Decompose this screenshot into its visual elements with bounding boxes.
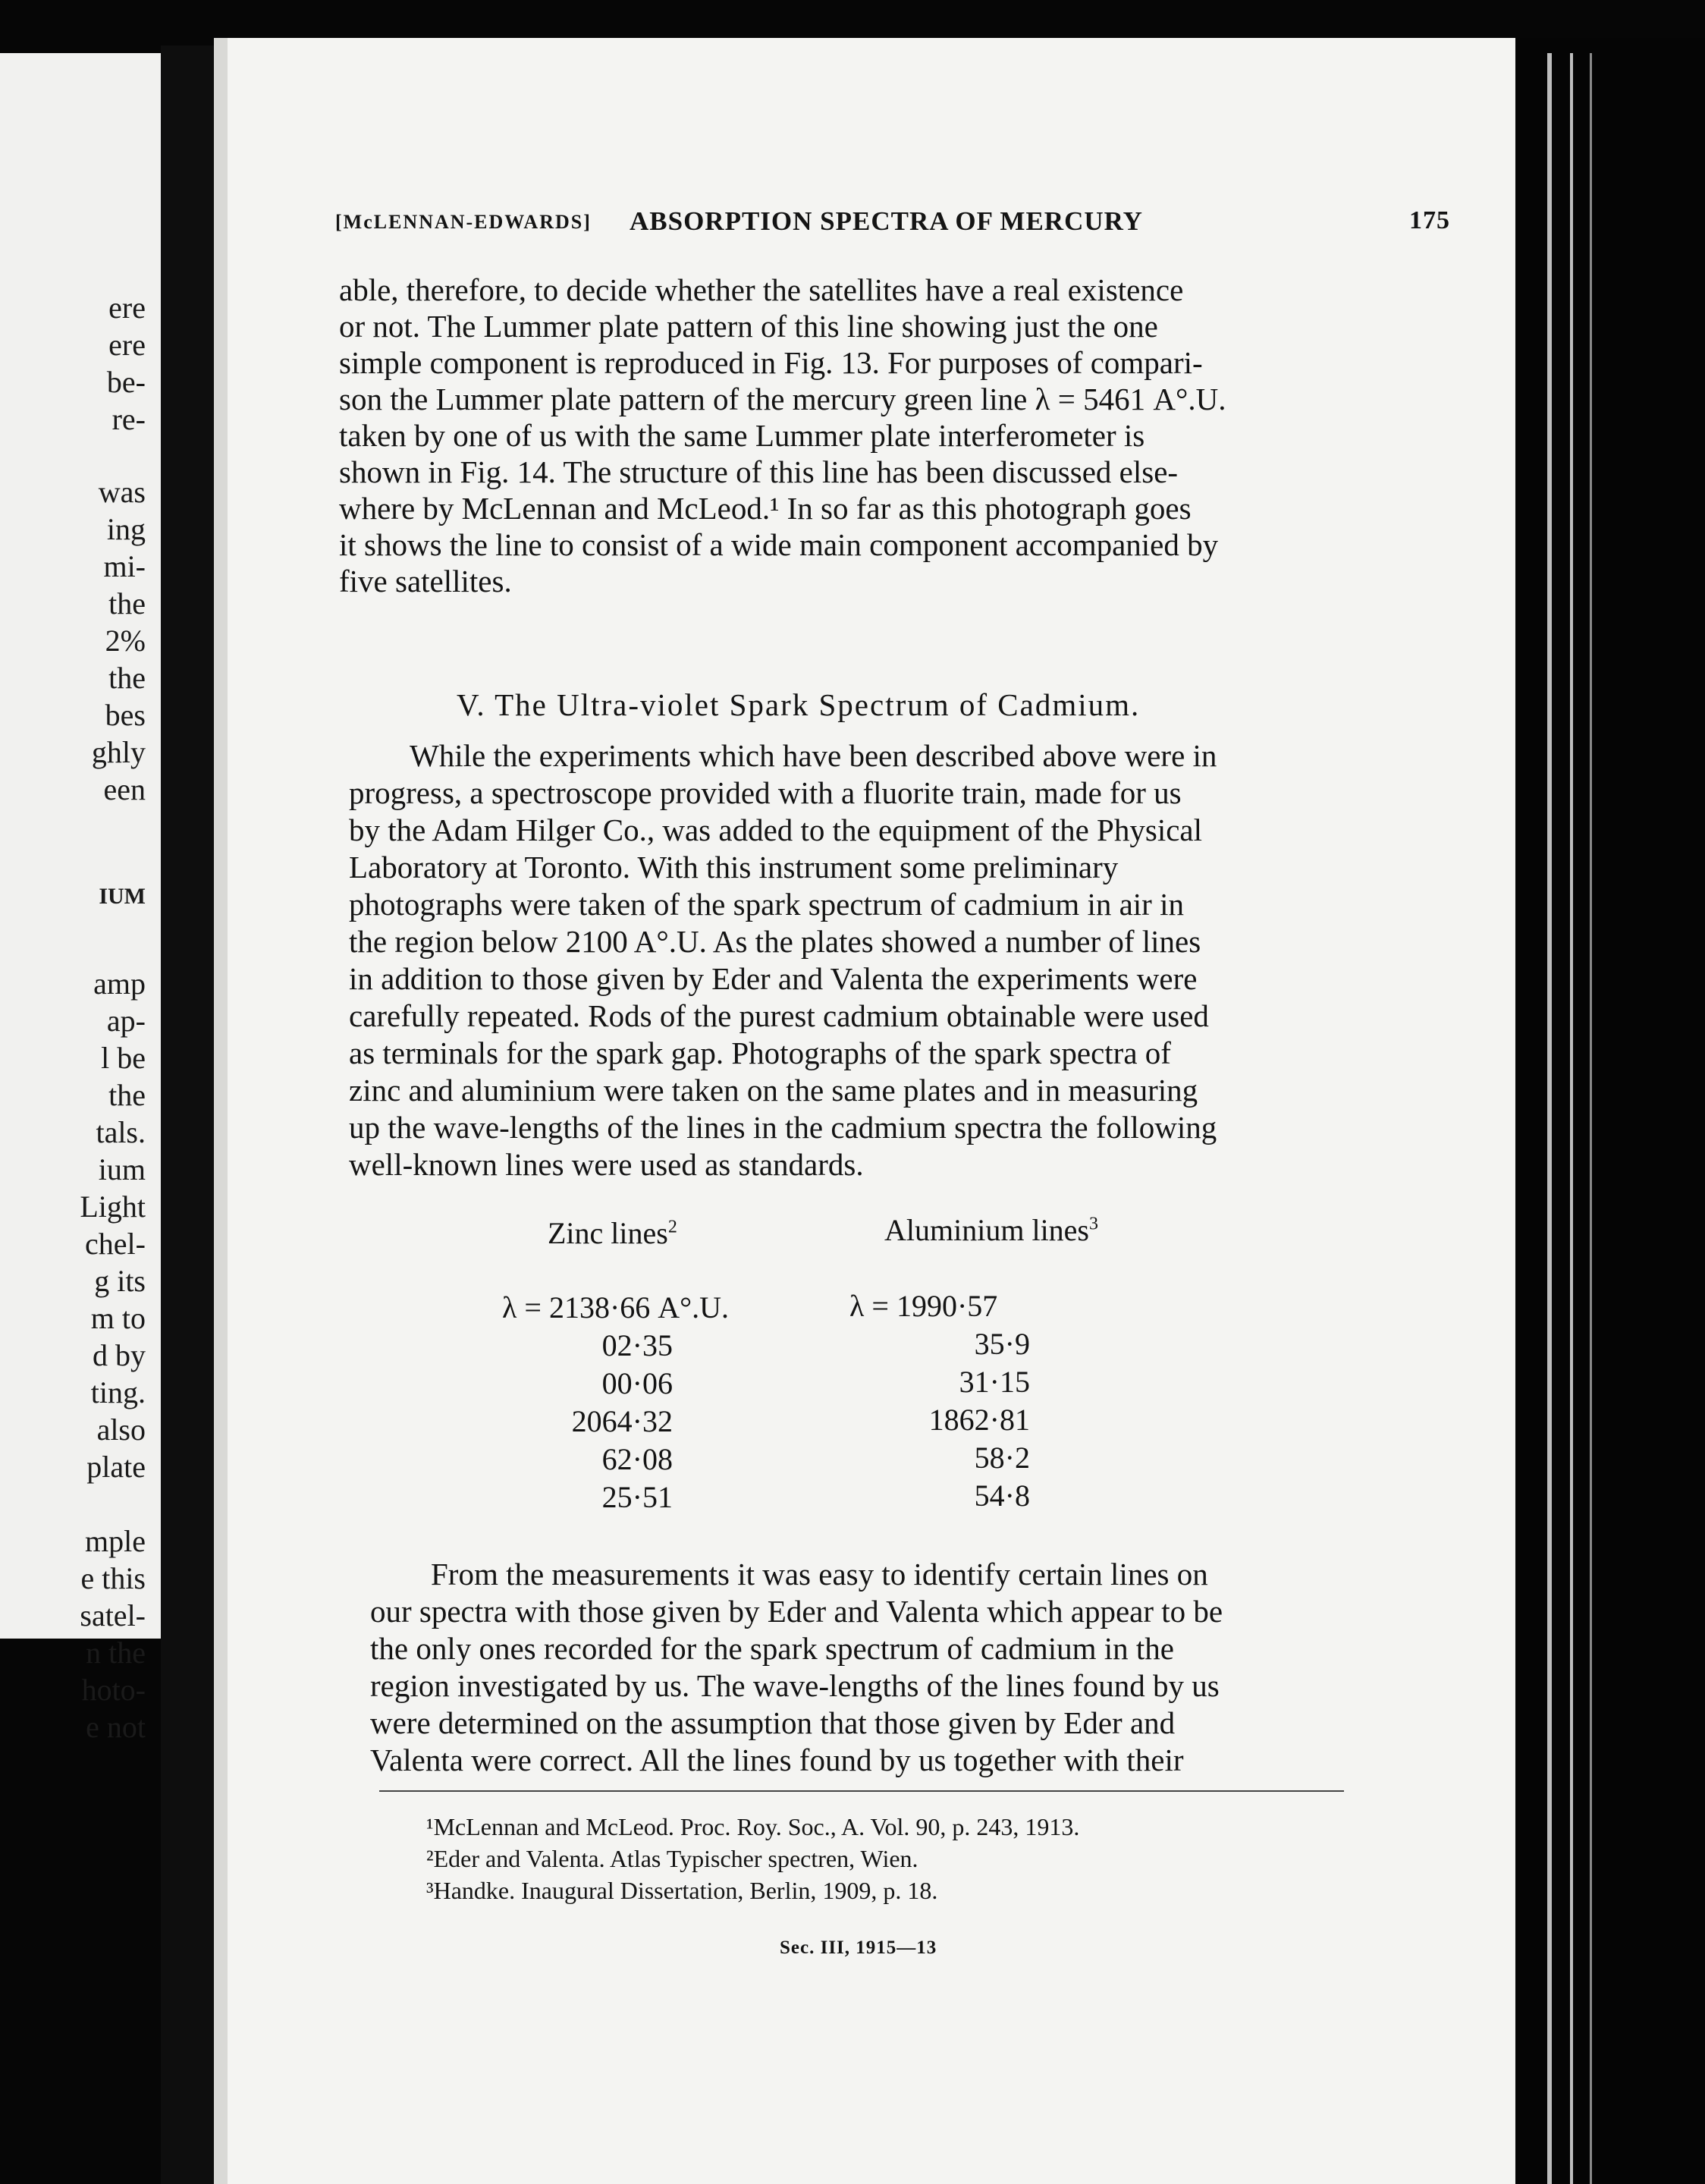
- text-line: in addition to those given by Eder and Valenta the experiments were: [349, 961, 1198, 996]
- aluminium-value: 1862·81: [928, 1403, 1030, 1437]
- left-fragment: ap-: [106, 1004, 146, 1038]
- zinc-column-header: Zinc lines$^2$: [548, 1216, 677, 1250]
- footnote-marker: 2: [667, 1217, 677, 1237]
- left-fragment: e not: [86, 1710, 146, 1744]
- text-line: son the Lummer plate pattern of the mercury green line λ = 5461 A°.U.: [339, 382, 1226, 416]
- text-line: by the Adam Hilger Co., was added to the equipment of the Physical: [349, 812, 1202, 847]
- left-fragment: amp: [93, 966, 146, 1001]
- zinc-value: 02·35: [601, 1328, 673, 1362]
- left-fragment: satel-: [80, 1598, 146, 1633]
- text-line: Laboratory at Toronto. With this instrument some preliminary: [349, 850, 1119, 885]
- zinc-value: 25·51: [601, 1480, 673, 1514]
- text-line: well-known lines were used as standards.: [349, 1147, 864, 1182]
- text-line: From the measurements it was easy to identify certain lines on: [431, 1557, 1208, 1592]
- text-line: it shows the line to consist of a wide main component accompanied by: [339, 527, 1219, 562]
- left-fragment: ing: [106, 512, 146, 546]
- text-line: where by McLennan and McLeod.¹ In so far as this photograph goes: [339, 491, 1192, 526]
- left-fragment: was: [98, 475, 146, 509]
- section-heading: V. The Ultra-violet Spark Spectrum of Cadmium.: [457, 687, 1141, 722]
- footnote: ³Handke. Inaugural Dissertation, Berlin, 1909, p. 18.: [426, 1877, 938, 1904]
- left-fragment: ere: [108, 291, 146, 325]
- left-fragment: also: [96, 1413, 146, 1447]
- text-line: carefully repeated. Rods of the purest cadmium obtainable were used: [349, 998, 1209, 1033]
- text-line: taken by one of us with the same Lummer plate interferometer is: [339, 418, 1145, 453]
- left-fragment: l be: [101, 1041, 146, 1075]
- zinc-value: 62·08: [601, 1442, 673, 1476]
- aluminium-column-header: Aluminium lines$^3$: [884, 1213, 1098, 1247]
- text-line: the only ones recorded for the spark spectrum of cadmium in the: [370, 1631, 1174, 1666]
- page-edge: [1515, 38, 1705, 2184]
- left-fragment: be-: [106, 365, 146, 399]
- running-head-author: [McLENNAN-EDWARDS]: [335, 211, 592, 233]
- text-line: our spectra with those given by Eder and Valenta which appear to be: [370, 1594, 1223, 1629]
- left-fragment: bes: [105, 698, 146, 732]
- text-line: able, therefore, to decide whether the satellites have a real existence: [339, 272, 1184, 307]
- text-line: as terminals for the spark gap. Photographs of the spark spectra of: [349, 1035, 1171, 1070]
- text-line: Valenta were correct. All the lines found by us together with their: [370, 1742, 1184, 1777]
- left-fragment: the: [108, 586, 146, 621]
- text-line: were determined on the assumption that those given by Eder and: [370, 1705, 1176, 1740]
- left-fragment: tals.: [96, 1115, 146, 1149]
- left-fragment: ere: [108, 328, 146, 362]
- aluminium-value: λ = 1990·57: [849, 1289, 998, 1323]
- text-line: the region below 2100 A°.U. As the plates showed a number of lines: [349, 924, 1201, 959]
- aluminium-value: 54·8: [974, 1479, 1030, 1513]
- page-edge-line: [1590, 53, 1592, 2184]
- left-fragment: IUM: [99, 884, 146, 909]
- left-fragment: n the: [86, 1636, 146, 1670]
- footnote-divider: [379, 1790, 1344, 1792]
- left-fragment: mi-: [103, 549, 146, 583]
- left-fragment: the: [108, 661, 146, 695]
- left-page-margin: [0, 53, 161, 1744]
- left-fragment: een: [103, 772, 146, 806]
- left-fragment: hoto-: [81, 1673, 146, 1707]
- left-fragment: m to: [90, 1301, 146, 1335]
- left-fragment: plate: [86, 1450, 146, 1484]
- left-fragment: re-: [111, 402, 146, 436]
- left-fragment: mple: [85, 1524, 146, 1558]
- text-line: up the wave-lengths of the lines in the cadmium spectra the following: [349, 1110, 1217, 1145]
- aluminium-value: 58·2: [974, 1441, 1030, 1475]
- zinc-value: λ = 2138·66 A°.U.: [502, 1290, 730, 1325]
- left-fragment: Light: [80, 1189, 146, 1224]
- zinc-value: 2064·32: [571, 1404, 673, 1438]
- running-head-title: ABSORPTION SPECTRA OF MERCURY: [630, 206, 1143, 236]
- text-line: region investigated by us. The wave-lengths of the lines found by us: [370, 1668, 1220, 1703]
- aluminium-value: 31·15: [959, 1365, 1030, 1399]
- left-fragment: the: [108, 1078, 146, 1112]
- left-fragment: ium: [98, 1152, 146, 1186]
- text-line: five satellites.: [339, 564, 512, 599]
- text-line: or not. The Lummer plate pattern of this line showing just the one: [339, 309, 1158, 344]
- left-fragment: d by: [93, 1338, 146, 1372]
- footnote-marker: 3: [1089, 1214, 1098, 1234]
- left-fragment: g its: [94, 1264, 146, 1298]
- left-fragment: e this: [80, 1561, 146, 1595]
- book-gutter: [161, 46, 221, 2184]
- text-line: simple component is reproduced in Fig. 13. For purposes of compari-: [339, 345, 1203, 380]
- text-line: progress, a spectroscope provided with a fluorite train, made for us: [349, 775, 1182, 810]
- footnote: ²Eder and Valenta. Atlas Typischer spectren, Wien.: [426, 1845, 918, 1872]
- book-page: [214, 38, 1515, 2184]
- page-edge-line: [1547, 53, 1552, 2184]
- page-number: 175: [1409, 206, 1450, 234]
- zinc-value: 00·06: [601, 1366, 673, 1400]
- text-line: zinc and aluminium were taken on the same plates and in measuring: [349, 1073, 1198, 1108]
- signature-mark: Sec. III, 1915—13: [780, 1937, 937, 1958]
- page-shadow: [214, 38, 228, 2184]
- aluminium-value: 35·9: [974, 1327, 1030, 1361]
- left-fragment: ghly: [91, 735, 146, 769]
- left-fragment: ting.: [90, 1375, 146, 1409]
- running-head: [335, 206, 1450, 244]
- footnote: ¹McLennan and McLeod. Proc. Roy. Soc., A. Vol. 90, p. 243, 1913.: [426, 1813, 1080, 1840]
- text-line: shown in Fig. 14. The structure of this line has been discussed else-: [339, 454, 1179, 489]
- page-edge-line: [1570, 53, 1573, 2184]
- left-fragment: 2%: [105, 624, 146, 658]
- left-fragment: chel-: [85, 1227, 146, 1261]
- text-line: photographs were taken of the spark spectrum of cadmium in air in: [349, 887, 1184, 922]
- text-line: While the experiments which have been described above were in: [410, 738, 1217, 773]
